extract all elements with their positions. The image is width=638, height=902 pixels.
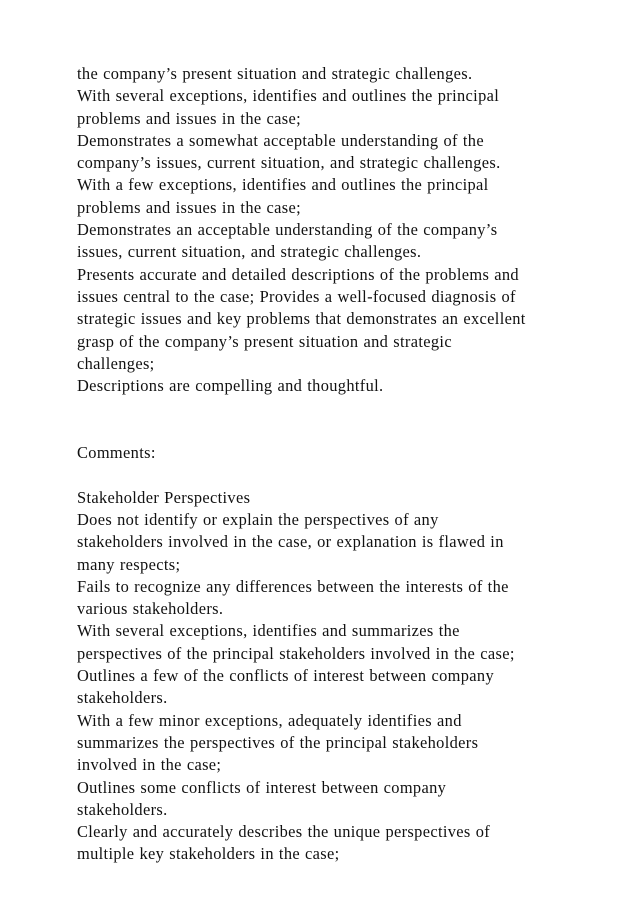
text-line: Does not identify or explain the perspectives of any (77, 509, 439, 529)
text-line: summarizes the perspectives of the principal stakeholders (77, 732, 479, 752)
text-line: the company’s present situation and strategic challenges. (77, 64, 473, 83)
text-line: Fails to recognize any differences between the interests of the (77, 576, 509, 596)
text-line: problems and issues in the case; (77, 108, 302, 128)
text-line: perspectives of the principal stakeholders involved in the case; (77, 643, 515, 663)
text-line: Demonstrates an acceptable understanding of the company’s (77, 220, 498, 240)
text-line: stakeholders. (77, 799, 168, 819)
text-line: Outlines some conflicts of interest between company (77, 777, 447, 797)
text-line: With several exceptions, identifies and summarizes the (77, 621, 460, 641)
text-line: With several exceptions, identifies and outlines the principal (77, 86, 500, 106)
text-line: issues central to the case; Provides a well-focused diagnosis of (77, 286, 516, 306)
blank-line (77, 420, 617, 442)
text-line: stakeholders involved in the case, or explanation is flawed in (77, 532, 504, 552)
text-line: involved in the case; (77, 755, 222, 775)
text-line: various stakeholders. (77, 599, 224, 619)
comments-heading: Comments: (77, 443, 156, 463)
text-line: issues, current situation, and strategic challenges. (77, 242, 422, 262)
blank-line (77, 397, 617, 419)
text-line: company’s issues, current situation, and strategic challenges. (77, 153, 501, 173)
text-line: Presents accurate and detailed descriptions of the problems and (77, 264, 519, 284)
text-line: grasp of the company’s present situation and strategic (77, 331, 452, 351)
text-line: problems and issues in the case; (77, 197, 302, 217)
text-line: stakeholders. (77, 688, 168, 708)
text-line: With a few exceptions, identifies and outlines the principal (77, 175, 489, 195)
section-heading: Stakeholder Perspectives (77, 487, 251, 507)
blank-line (77, 464, 617, 486)
text-line: strategic issues and key problems that demonstrates an excellent (77, 309, 526, 329)
text-line: Demonstrates a somewhat acceptable understanding of the (77, 130, 484, 150)
text-line: Clearly and accurately describes the unique perspectives of (77, 822, 491, 842)
text-line: multiple key stakeholders in the case; (77, 844, 340, 864)
text-line: With a few minor exceptions, adequately identifies and (77, 710, 462, 730)
text-line: many respects; (77, 554, 181, 574)
text-line: challenges; (77, 353, 155, 373)
text-line: Descriptions are compelling and thoughtful. (77, 376, 384, 396)
document-body (77, 63, 617, 866)
text-line: Outlines a few of the conflicts of interest between company (77, 666, 495, 686)
